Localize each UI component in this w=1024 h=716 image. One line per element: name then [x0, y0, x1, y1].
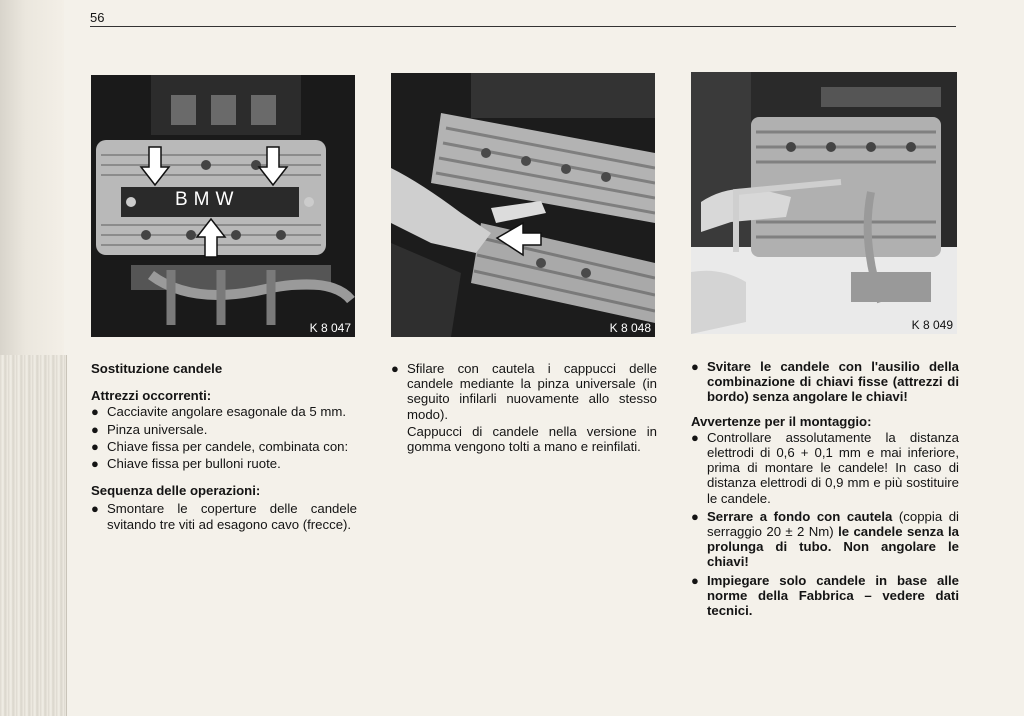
list-item: [391, 361, 657, 422]
photo-code: K 8 047: [309, 321, 351, 335]
bullet-icon: ●: [91, 456, 99, 472]
note-text: Cappucci di candele nella versione in gomma vengono tolti a mano e reinfilati.: [407, 423, 657, 455]
list-item-text: Pinza universale.: [107, 421, 208, 437]
bullet-icon: ●: [91, 421, 99, 437]
bullet-icon: ●: [691, 359, 699, 374]
list-item-text: Impiegare solo candele in base alle norme della Fabbrica – vedere dati tecnici.: [707, 572, 959, 619]
sequence-heading: Sequenza delle operazioni:: [91, 483, 261, 499]
list-item-text: Chiave fissa per candele, combinata con:: [107, 438, 349, 454]
list-item: [91, 456, 357, 471]
list-item-text: Sfilare con cautela i cappucci delle candele mediante la pinza universale (in seguito infilarli nuovamente allo stesso modo).: [407, 361, 657, 422]
warning-heading: Avvertenze per il montaggio:: [691, 413, 872, 429]
list-item: [91, 422, 357, 437]
list-item: [91, 404, 357, 419]
column-2: [391, 361, 657, 454]
photo-spark-plug-wrench: [691, 72, 957, 334]
photo-spark-plug-caps: [391, 73, 655, 337]
bullet-icon: ●: [91, 404, 99, 420]
header-rule: [90, 26, 956, 27]
page-number: 56: [90, 10, 105, 25]
list-item: [691, 509, 959, 570]
bullet-icon: ●: [691, 429, 699, 445]
bullet-icon: ●: [691, 508, 699, 524]
list-item: [691, 359, 959, 405]
bullet-icon: ●: [91, 438, 99, 454]
photo-engine-cover: [91, 75, 355, 337]
list-item-text: Svitare le candele con l'ausilio della combinazione di chiavi fisse (attrezzi di bordo) senza angolare le chiavi!: [707, 359, 959, 405]
column-1: [91, 361, 357, 532]
section-title: Sostituzione candele: [91, 361, 223, 376]
photo-code: K 8 049: [911, 318, 953, 332]
photo-code: K 8 048: [609, 321, 651, 335]
list-item-text: Smontare le coperture delle candele svitando tre viti ad esagono cavo (frecce).: [107, 501, 357, 532]
list-item-text: Chiave fissa per bulloni ruote.: [107, 456, 281, 472]
list-item: [691, 430, 959, 506]
list-item: [91, 439, 357, 454]
page-edge-stack: [0, 355, 67, 716]
tools-heading: Attrezzi occorrenti:: [91, 388, 212, 404]
bullet-icon: ●: [91, 501, 99, 517]
list-item-text: (coppia di serraggio 20 ± 2 Nm): [707, 508, 959, 540]
bullet-icon: ●: [391, 361, 399, 376]
column-3: [691, 359, 959, 618]
list-item: [691, 573, 959, 619]
bullet-icon: ●: [691, 572, 699, 588]
bmw-logo-text: BMW: [175, 189, 240, 210]
list-item-text: Controllare assolutamente la distanza elettrodi di 0,6 + 0,1 mm e mai inferiore, prima di montare le candele! In caso di distanza elettrodi di 0,9 mm e più sostituire le candele.: [707, 429, 959, 506]
list-item-bold: le candele senza la prolunga di tubo. Non angolare le chiavi!: [707, 524, 959, 570]
list-item-text: Cacciavite angolare esagonale da 5 mm.: [107, 404, 346, 420]
list-item-bold: Serrare a fondo con cautela: [707, 508, 893, 524]
list-item: [91, 501, 357, 531]
